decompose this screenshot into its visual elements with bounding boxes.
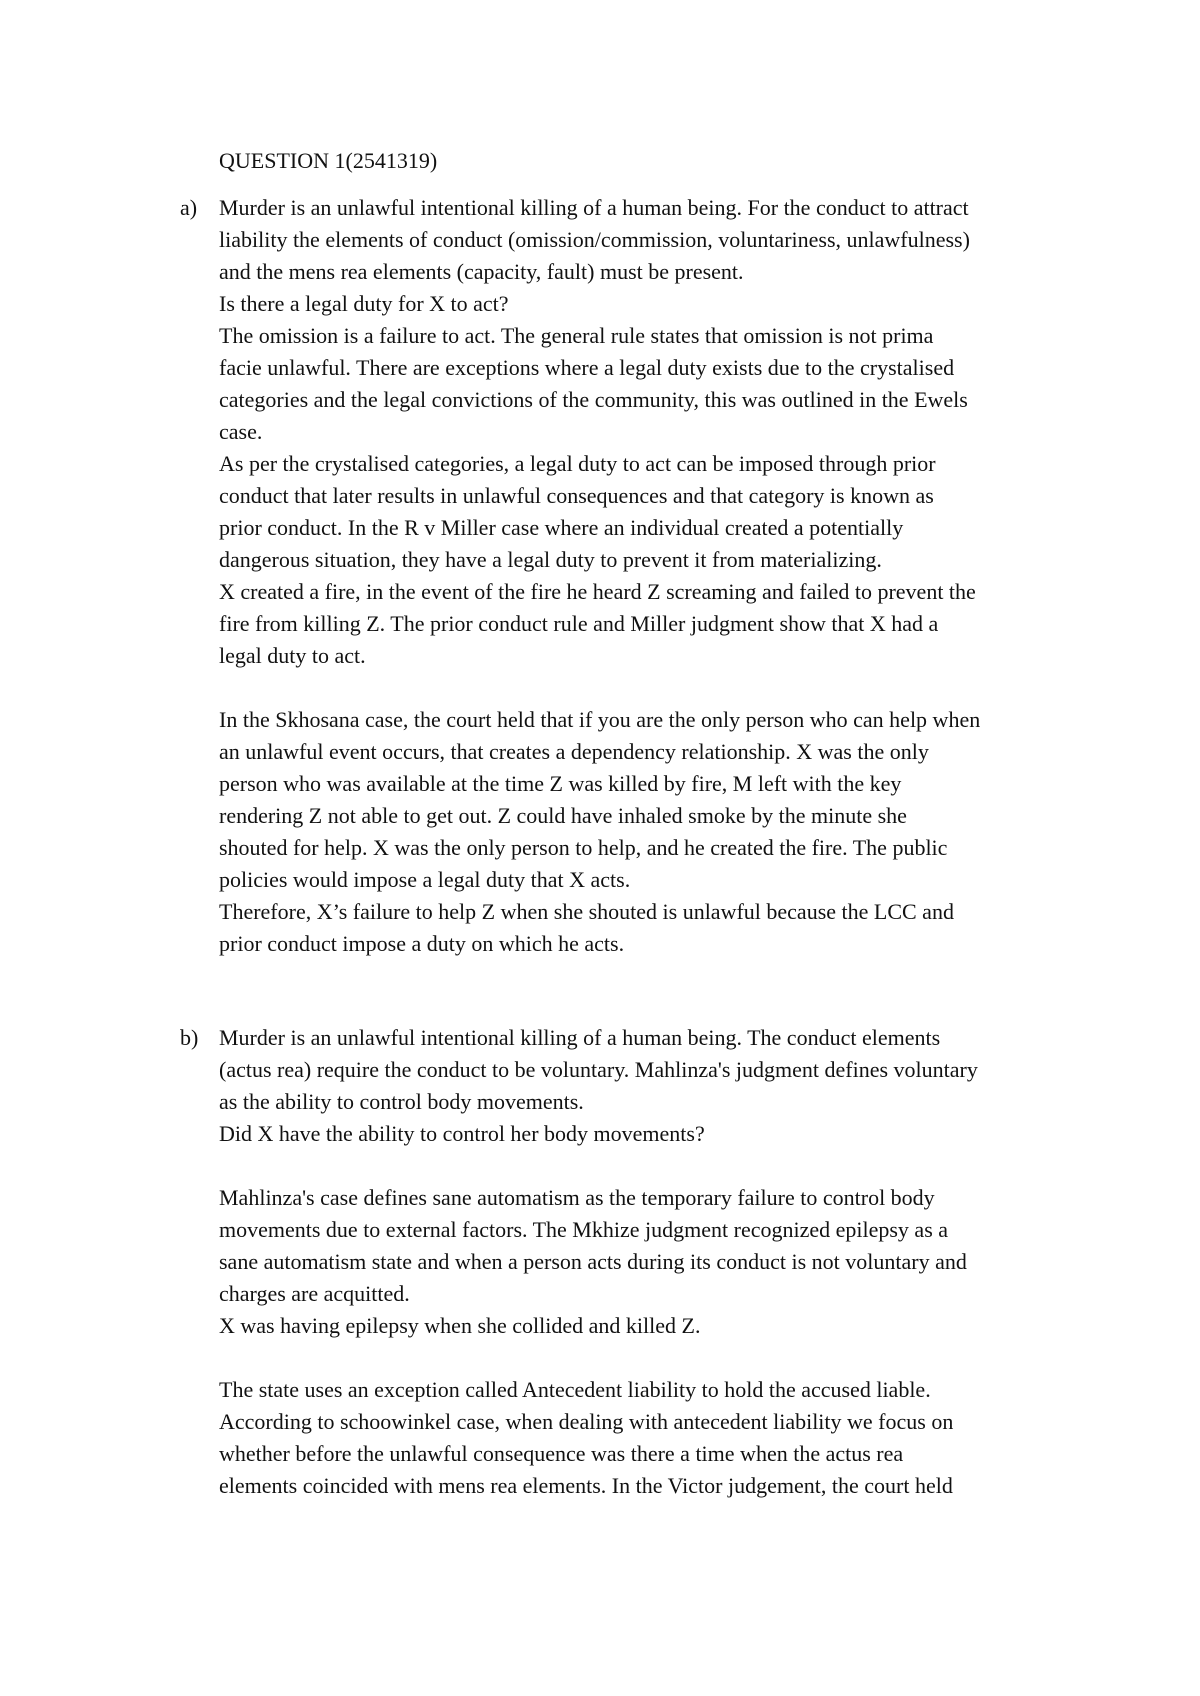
text-line: an unlawful event occurs, that creates a dependency relationship. X was the only	[219, 739, 929, 764]
text-line: charges are acquitted.	[219, 1281, 410, 1306]
text-line: sane automatism state and when a person acts during its conduct is not voluntary and	[219, 1249, 967, 1274]
blank-line	[219, 1342, 1080, 1374]
text-line: Therefore, X’s failure to help Z when she shouted is unlawful because the LCC and	[219, 899, 954, 924]
text-line: prior conduct impose a duty on which he acts.	[219, 931, 625, 956]
answer-part-a	[180, 192, 1080, 960]
text-line: facie unlawful. There are exceptions where a legal duty exists due to the crystalised	[219, 355, 955, 380]
part-a-text	[219, 192, 1080, 960]
text-line: shouted for help. X was the only person to help, and he created the fire. The public	[219, 835, 948, 860]
text-line: as the ability to control body movements.	[219, 1089, 584, 1114]
text-line: elements coincided with mens rea elements. In the Victor judgement, the court held	[219, 1473, 953, 1498]
part-b-text	[219, 1022, 1080, 1502]
text-line: prior conduct. In the R v Miller case where an individual created a potentially	[219, 515, 904, 540]
text-line: In the Skhosana case, the court held that if you are the only person who can help when	[219, 707, 981, 732]
answer-part-b	[180, 1022, 1080, 1502]
part-a-marker: a)	[180, 195, 198, 220]
blank-line	[219, 1150, 1080, 1182]
text-line: fire from killing Z. The prior conduct rule and Miller judgment show that X had a	[219, 611, 939, 636]
question-heading: QUESTION 1(2541319)	[219, 148, 438, 173]
part-b-marker: b)	[180, 1025, 199, 1050]
text-line: case.	[219, 419, 263, 444]
text-line: Is there a legal duty for X to act?	[219, 291, 509, 316]
text-line: The omission is a failure to act. The general rule states that omission is not prima	[219, 323, 934, 348]
text-line: X was having epilepsy when she collided and killed Z.	[219, 1313, 701, 1338]
text-line: X created a fire, in the event of the fire he heard Z screaming and failed to prevent the	[219, 579, 976, 604]
text-line: Murder is an unlawful intentional killing of a human being. For the conduct to attract	[219, 195, 969, 220]
text-line: The state uses an exception called Antecedent liability to hold the accused liable.	[219, 1377, 931, 1402]
text-line: categories and the legal convictions of the community, this was outlined in the Ewels	[219, 387, 968, 412]
text-line: rendering Z not able to get out. Z could have inhaled smoke by the minute she	[219, 803, 907, 828]
text-line: liability the elements of conduct (omission/commission, voluntariness, unlawfulness)	[219, 227, 970, 252]
text-line: (actus rea) require the conduct to be voluntary. Mahlinza's judgment defines voluntary	[219, 1057, 978, 1082]
text-line: Murder is an unlawful intentional killing of a human being. The conduct elements	[219, 1025, 941, 1050]
text-line: movements due to external factors. The Mkhize judgment recognized epilepsy as a	[219, 1217, 949, 1242]
blank-line	[219, 672, 1080, 704]
text-line: person who was available at the time Z was killed by fire, M left with the key	[219, 771, 902, 796]
text-line: As per the crystalised categories, a legal duty to act can be imposed through prior	[219, 451, 936, 476]
text-line: According to schoowinkel case, when dealing with antecedent liability we focus on	[219, 1409, 954, 1434]
text-line: policies would impose a legal duty that X acts.	[219, 867, 631, 892]
text-line: Did X have the ability to control her body movements?	[219, 1121, 705, 1146]
text-line: conduct that later results in unlawful consequences and that category is known as	[219, 483, 934, 508]
text-line: legal duty to act.	[219, 643, 366, 668]
text-line: and the mens rea elements (capacity, fault) must be present.	[219, 259, 744, 284]
text-line: whether before the unlawful consequence was there a time when the actus rea	[219, 1441, 904, 1466]
text-line: dangerous situation, they have a legal duty to prevent it from materializing.	[219, 547, 882, 572]
text-line: Mahlinza's case defines sane automatism as the temporary failure to control body	[219, 1185, 935, 1210]
